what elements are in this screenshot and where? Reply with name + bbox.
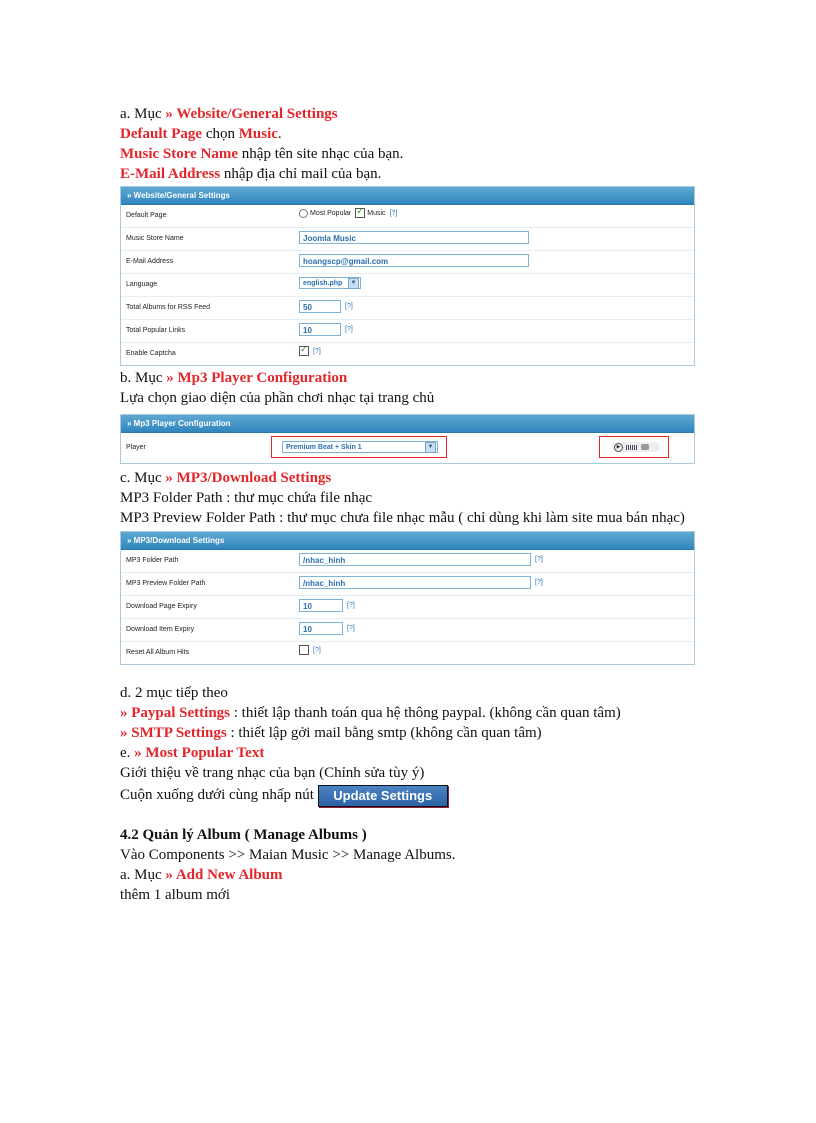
help-link[interactable]: [?]: [535, 556, 543, 563]
help-link[interactable]: [?]: [313, 646, 321, 654]
preview-path-input[interactable]: /nhac_hinh: [299, 576, 531, 589]
section-42-path: Vào Components >> Maian Music >> Manage Albums.: [120, 847, 456, 863]
player-config-panel: [120, 414, 695, 464]
default-page-line: Default Page chọn Music.: [120, 126, 282, 142]
section-c-heading: c. Mục » MP3/Download Settings: [120, 470, 332, 486]
player-highlight: [271, 436, 447, 458]
language-row: Language english.php ▼: [121, 274, 694, 297]
chevron-down-icon[interactable]: ▼: [425, 442, 436, 453]
store-name-line: Music Store Name nhập tên site nhạc của bạn.: [120, 146, 404, 162]
panel-header: » MP3/Download Settings: [121, 532, 694, 550]
default-page-row: Default Page Most Popular ✓ Music [?]: [121, 205, 694, 228]
paypal-line: » Paypal Settings : thiết lập thanh toán qua hệ thông paypal. (không cần quan tâm): [120, 705, 621, 721]
play-icon[interactable]: ▶: [614, 443, 623, 452]
rss-row: Total Albums for RSS Feed 50 [?]: [121, 297, 694, 320]
help-link[interactable]: [?]: [389, 209, 398, 217]
music-option[interactable]: ✓ Music: [355, 208, 385, 218]
add-album-heading: a. Mục » Add New Album: [120, 867, 283, 883]
section-a-heading: a. Mục » Website/General Settings: [120, 106, 338, 122]
general-settings-panel: [120, 186, 695, 366]
captcha-checkbox[interactable]: [299, 346, 309, 356]
radio-icon[interactable]: [299, 209, 308, 218]
most-popular-option[interactable]: Most Popular: [299, 209, 351, 218]
panel-header: » Website/General Settings: [121, 187, 694, 205]
email-row: E-Mail Address hoangscp@gmail.com: [121, 251, 694, 274]
section-e-heading: e. » Most Popular Text: [120, 745, 265, 761]
folder-path-row: MP3 Folder Path /nhac_hinh [?]: [121, 550, 694, 573]
item-expiry-input[interactable]: 10: [299, 622, 343, 635]
rss-input[interactable]: 50: [299, 300, 341, 313]
folder-path-input[interactable]: /nhac_hinh: [299, 553, 531, 566]
help-link[interactable]: [?]: [345, 326, 353, 333]
scroll-instruction: Cuộn xuống dưới cùng nhấp nút Update Settings: [120, 783, 695, 807]
section-b-heading: b. Mục » Mp3 Player Configuration: [120, 370, 348, 386]
email-input[interactable]: hoangscp@gmail.com: [299, 254, 529, 267]
help-link[interactable]: [?]: [535, 579, 543, 586]
item-expiry-row: Download Item Expiry 10 [?]: [121, 619, 694, 642]
page-expiry-input[interactable]: 10: [299, 599, 343, 612]
email-line: E-Mail Address nhập địa chỉ mail của bạn.: [120, 166, 382, 182]
popular-input[interactable]: 10: [299, 323, 341, 336]
popular-row: Total Popular Links 10 [?]: [121, 320, 694, 343]
section-e-desc: Giới thiệu về trang nhạc của bạn (Chỉnh sửa tùy ý): [120, 765, 425, 781]
help-link[interactable]: [?]: [347, 602, 355, 609]
chevron-down-icon[interactable]: ▼: [348, 278, 359, 289]
section-d-heading: d. 2 mục tiếp theo: [120, 685, 228, 701]
document-body: [120, 104, 695, 905]
page-expiry-row: Download Page Expiry 10 [?]: [121, 596, 694, 619]
language-select[interactable]: english.php ▼: [299, 277, 361, 289]
section-c-line1: MP3 Folder Path : thư mục chứa file nhạc: [120, 490, 373, 506]
volume-bars-icon: [626, 445, 638, 450]
store-name-row: Music Store Name Joomla Music: [121, 228, 694, 251]
reset-hits-row: Reset All Album Hits [?]: [126, 646, 321, 656]
preview-path-row: MP3 Preview Folder Path /nhac_hinh [?]: [121, 573, 694, 596]
player-select[interactable]: Premium Beat + Skin 1 ▼: [282, 441, 438, 453]
speaker-icon[interactable]: [641, 444, 649, 450]
section-b-desc: Lựa chọn giao diện của phần chơi nhạc tại trang chủ: [120, 390, 435, 406]
smtp-line: » SMTP Settings : thiết lập gởi mail bằng smtp (không cần quan tâm): [120, 725, 542, 741]
reset-hits-checkbox[interactable]: [299, 645, 309, 655]
add-album-desc: thêm 1 album mới: [120, 887, 231, 903]
store-name-input[interactable]: Joomla Music: [299, 231, 529, 244]
help-link[interactable]: [?]: [347, 625, 355, 632]
help-link[interactable]: [?]: [345, 303, 353, 310]
player-preview-highlight: [599, 436, 669, 458]
panel-header: » Mp3 Player Configuration: [121, 415, 694, 433]
help-link[interactable]: [?]: [313, 347, 321, 355]
checkbox-icon[interactable]: [355, 208, 365, 218]
download-settings-panel: [120, 531, 695, 665]
player-row: Player Premium Beat + Skin 1 ▼ ▶: [121, 433, 694, 463]
section-42-title: 4.2 Quản lý Album ( Manage Albums ): [120, 827, 367, 843]
update-settings-button[interactable]: Update Settings: [318, 785, 448, 807]
captcha-row: Enable Captcha ✓ [?]: [121, 343, 694, 365]
mp3-player-widget[interactable]: [612, 442, 660, 452]
section-c-line2: MP3 Preview Folder Path : thư mục chưa file nhạc mẫu ( chỉ dùng khi làm site mua bán nhạc): [120, 510, 685, 526]
